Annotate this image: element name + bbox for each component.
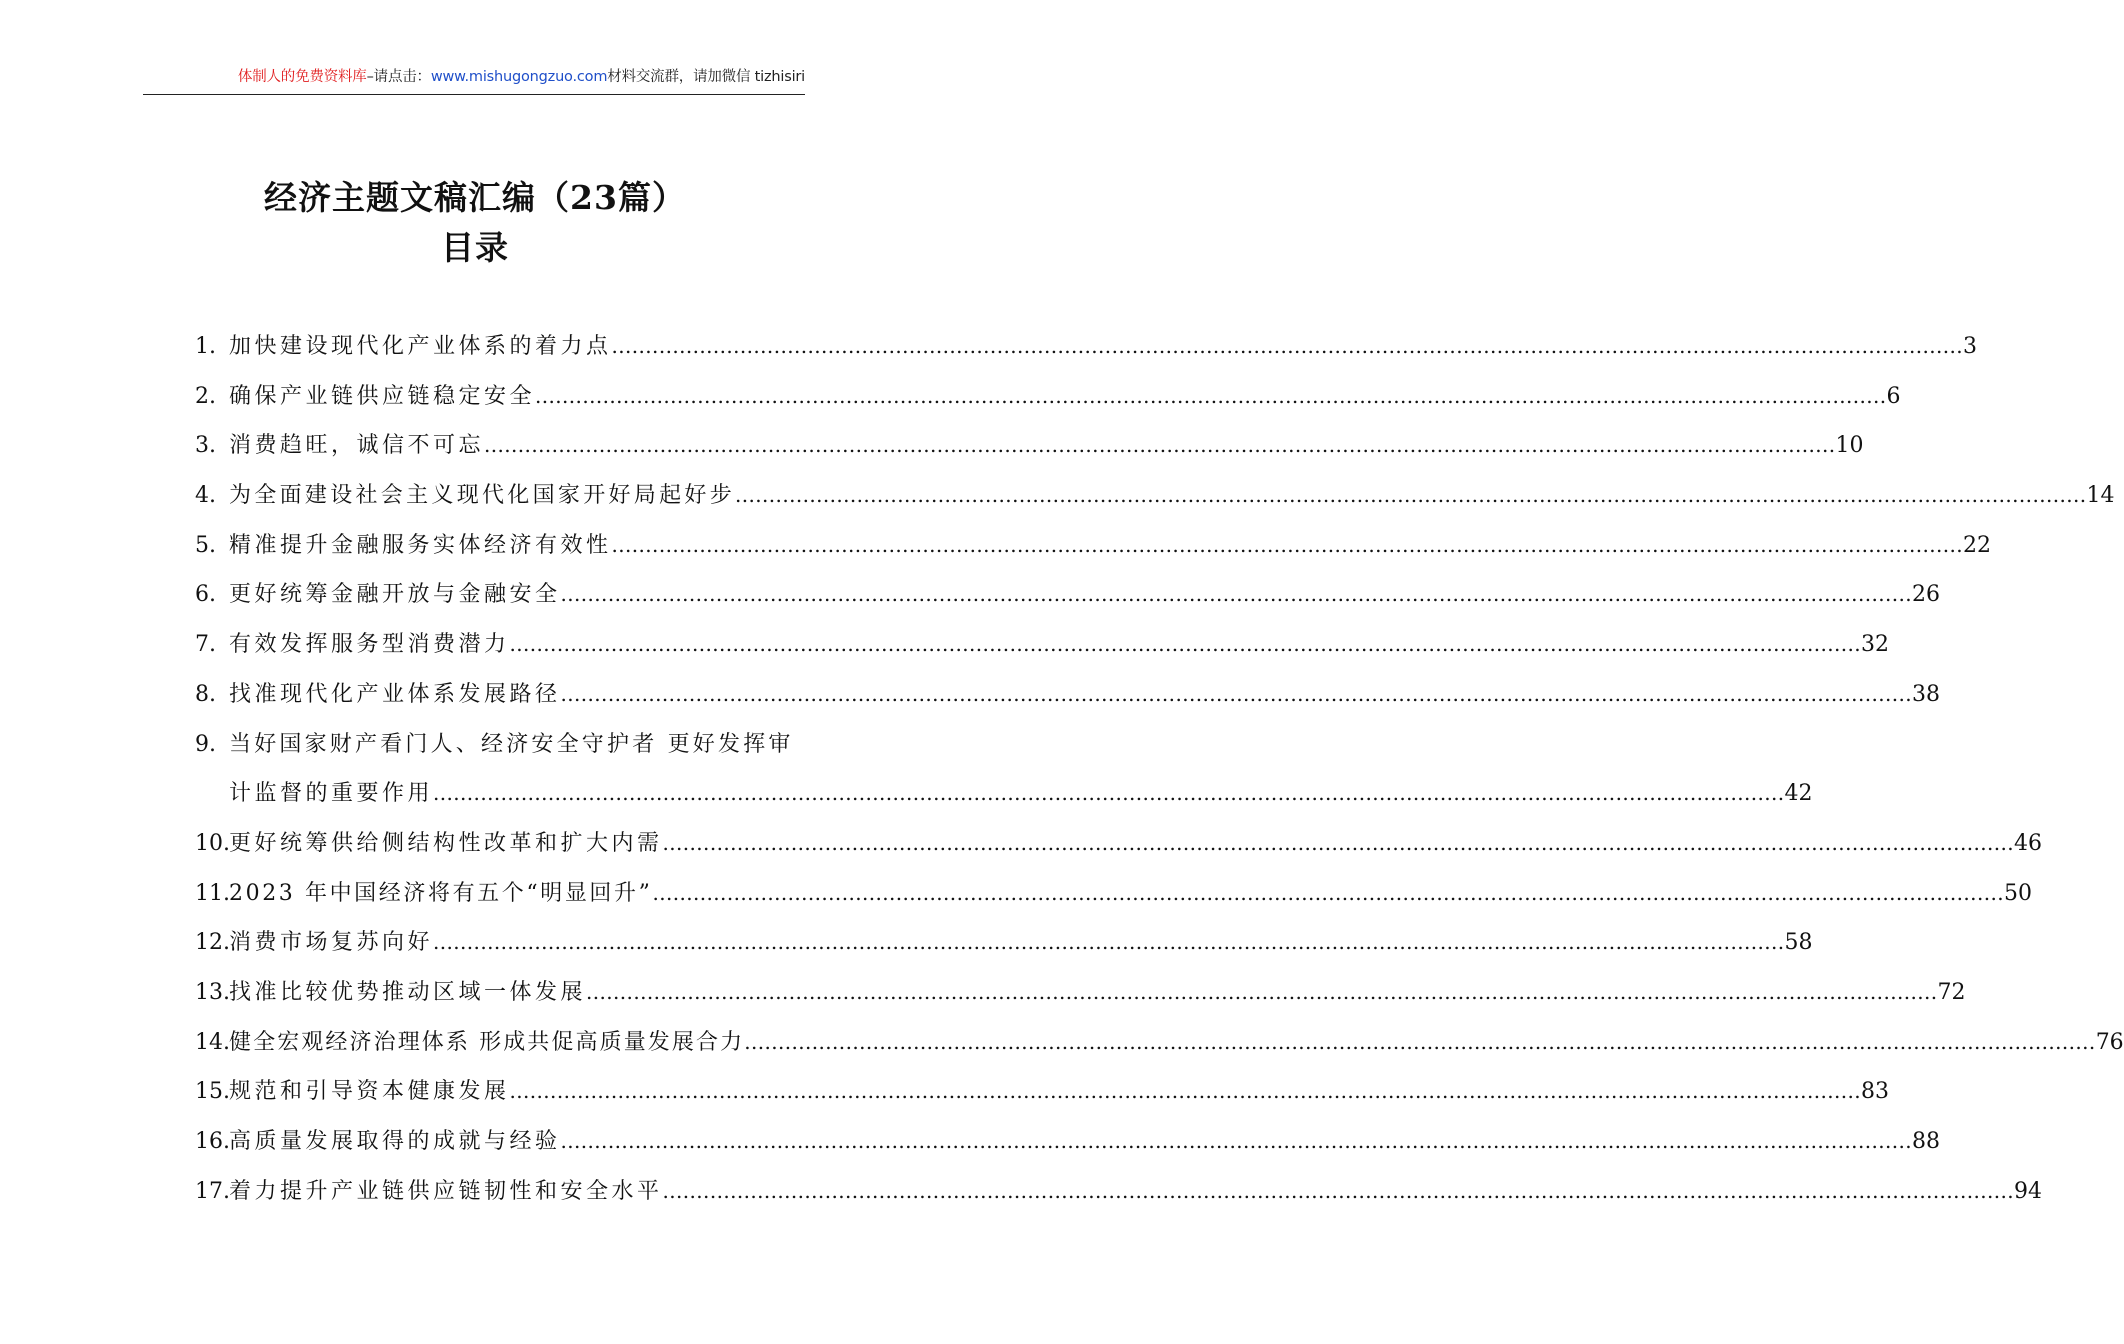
toc-entry-1[interactable] bbox=[193, 322, 1977, 372]
toc-entry-11[interactable] bbox=[193, 869, 2032, 919]
toc-entry-8[interactable] bbox=[193, 670, 1940, 720]
document-title: 经济主题文稿汇编（23篇） bbox=[264, 178, 686, 217]
toc-entry-4[interactable] bbox=[193, 471, 2115, 521]
toc-entry-number: 14. bbox=[195, 1029, 230, 1055]
toc-entry-number: 16. bbox=[195, 1129, 230, 1154]
toc-entry-page: 14 bbox=[2086, 483, 2115, 509]
header-url-link[interactable]: www.mishugongzuo.com bbox=[430, 69, 608, 85]
toc-leader-dots: ........................................................................................................................................................................................................ bbox=[535, 383, 1887, 408]
toc-entry-number: 5. bbox=[195, 532, 216, 558]
toc-entry-title: 确保产业链供应链稳定安全 bbox=[229, 383, 536, 409]
header-site-name: 体制人的免费资料库 bbox=[237, 69, 367, 85]
toc-entry-title: 加快建设现代化产业体系的着力点 bbox=[229, 334, 612, 359]
toc-leader-dots: ........................................................................................................................................................................................................ bbox=[735, 483, 2087, 508]
toc-leader-dots: ........................................................................................................................................................................................................ bbox=[586, 979, 1938, 1004]
toc-entry-title: 精准提升金融服务实体经济有效性 bbox=[229, 532, 612, 558]
header-suffix: 材料交流群，请加微信 tizhisiri bbox=[607, 69, 805, 85]
toc-entry-number: 11. bbox=[195, 880, 230, 906]
toc-entry-14[interactable] bbox=[193, 1018, 2124, 1068]
toc-leader-dots: ........................................................................................................................................................................................................ bbox=[509, 1079, 1861, 1104]
toc-entry-number: 8. bbox=[195, 681, 216, 707]
toc-entry-page: 83 bbox=[1861, 1079, 1889, 1105]
toc-leader-dots: ........................................................................................................................................................................................................ bbox=[662, 1178, 2014, 1203]
toc-entry-number: 6. bbox=[195, 582, 216, 608]
toc-entry-page: 6 bbox=[1886, 383, 1901, 409]
toc-entry-page: 10 bbox=[1835, 433, 1864, 459]
toc-entry-number: 10. bbox=[195, 830, 230, 856]
toc-entry-3[interactable] bbox=[193, 421, 1864, 471]
toc-leader-dots: ........................................................................................................................................................................................................ bbox=[484, 433, 1836, 458]
toc-entry-title-continuation: 计监督的重要作用 bbox=[229, 781, 434, 807]
toc-entry-16[interactable] bbox=[193, 1117, 1940, 1167]
toc-leader-dots: ........................................................................................................................................................................................................ bbox=[560, 681, 1912, 706]
toc-entry-page: 26 bbox=[1912, 582, 1940, 608]
toc-leader-dots: ........................................................................................................................................................................................................ bbox=[662, 830, 2014, 855]
toc-entry-17[interactable] bbox=[193, 1167, 2042, 1217]
toc-leader-dots: ........................................................................................................................................................................................................ bbox=[560, 582, 1912, 607]
toc-entry-number: 13. bbox=[195, 979, 230, 1005]
toc-entry-number: 2. bbox=[195, 383, 216, 409]
toc-entry-title: 找准现代化产业体系发展路径 bbox=[229, 681, 561, 707]
table-of-contents bbox=[193, 322, 2124, 1216]
toc-entry-2[interactable] bbox=[193, 372, 1901, 422]
toc-entry-12[interactable] bbox=[193, 918, 1813, 968]
toc-entry-page: 58 bbox=[1784, 930, 1813, 956]
toc-heading: 目录 bbox=[441, 228, 509, 267]
toc-entry-page: 22 bbox=[1963, 532, 1991, 558]
toc-entry-page: 72 bbox=[1937, 979, 1966, 1005]
toc-entry-page: 50 bbox=[2003, 880, 2032, 906]
toc-entry-title: 找准比较优势推动区域一体发展 bbox=[229, 979, 587, 1005]
toc-entry-13[interactable] bbox=[193, 968, 1966, 1018]
toc-entry-title: 更好统筹金融开放与金融安全 bbox=[229, 582, 561, 608]
toc-entry-title: 健全宏观经济治理体系 形成共促高质量发展合力 bbox=[229, 1029, 745, 1055]
toc-leader-dots: ........................................................................................................................................................................................................ bbox=[509, 632, 1861, 657]
toc-entry-number: 17. bbox=[195, 1178, 230, 1204]
toc-entry-page: 94 bbox=[2014, 1178, 2042, 1204]
toc-entry-number: 12. bbox=[195, 930, 230, 956]
toc-entry-number: 4. bbox=[195, 483, 216, 509]
toc-entry-title: 当好国家财产看门人、经济安全守护者 更好发挥审 bbox=[229, 731, 794, 757]
toc-entry-page: 88 bbox=[1912, 1129, 1940, 1154]
toc-entry-title: 消费趋旺，诚信不可忘 bbox=[229, 433, 485, 459]
toc-entry-title: 规范和引导资本健康发展 bbox=[229, 1079, 510, 1105]
page-header bbox=[143, 66, 805, 95]
toc-entry-number: 9. bbox=[195, 731, 216, 757]
toc-entry-title: 高质量发展取得的成就与经验 bbox=[229, 1129, 561, 1154]
toc-entry-page: 3 bbox=[1963, 334, 1977, 359]
toc-leader-dots: ........................................................................................................................................................................................................ bbox=[611, 532, 1963, 557]
toc-entry-number: 1. bbox=[195, 334, 216, 359]
toc-leader-dots: ........................................................................................................................................................................................................ bbox=[433, 930, 1785, 955]
toc-entry-10[interactable] bbox=[193, 819, 2042, 869]
toc-entry-number: 7. bbox=[195, 632, 216, 658]
toc-entry-9-continued[interactable] bbox=[193, 769, 1813, 819]
toc-entry-number: 3. bbox=[195, 433, 216, 459]
toc-entry-page: 46 bbox=[2014, 830, 2042, 856]
toc-entry-number: 15. bbox=[195, 1079, 230, 1105]
toc-entry-15[interactable] bbox=[193, 1067, 1889, 1117]
toc-entry-7[interactable] bbox=[193, 620, 1889, 670]
toc-leader-dots: ........................................................................................................................................................................................................ bbox=[611, 334, 1963, 358]
toc-entry-page: 32 bbox=[1861, 632, 1889, 658]
toc-leader-dots: ........................................................................................................................................................................................................ bbox=[560, 1129, 1912, 1153]
toc-entry-title: 更好统筹供给侧结构性改革和扩大内需 bbox=[229, 830, 663, 856]
header-click-prompt: –请点击： bbox=[366, 69, 431, 85]
toc-leader-dots: ........................................................................................................................................................................................................ bbox=[433, 781, 1785, 806]
toc-entry-page: 38 bbox=[1912, 681, 1940, 707]
toc-entry-page: 76 bbox=[2095, 1029, 2124, 1055]
toc-leader-dots: ........................................................................................................................................................................................................ bbox=[744, 1029, 2096, 1054]
toc-entry-title: 为全面建设社会主义现代化国家开好局起好步 bbox=[229, 483, 736, 509]
toc-entry-page: 42 bbox=[1784, 781, 1813, 807]
toc-entry-5[interactable] bbox=[193, 521, 1991, 571]
toc-entry-title: 2023 年中国经济将有五个“明显回升” bbox=[229, 880, 653, 906]
toc-entry-9[interactable] bbox=[193, 720, 805, 770]
toc-leader-dots: ........................................................................................................................................................................................................ bbox=[652, 880, 2004, 905]
toc-entry-6[interactable] bbox=[193, 570, 1940, 620]
toc-entry-title: 消费市场复苏向好 bbox=[229, 930, 434, 956]
toc-entry-title: 着力提升产业链供应链韧性和安全水平 bbox=[229, 1178, 663, 1204]
toc-entry-title: 有效发挥服务型消费潜力 bbox=[229, 632, 510, 658]
